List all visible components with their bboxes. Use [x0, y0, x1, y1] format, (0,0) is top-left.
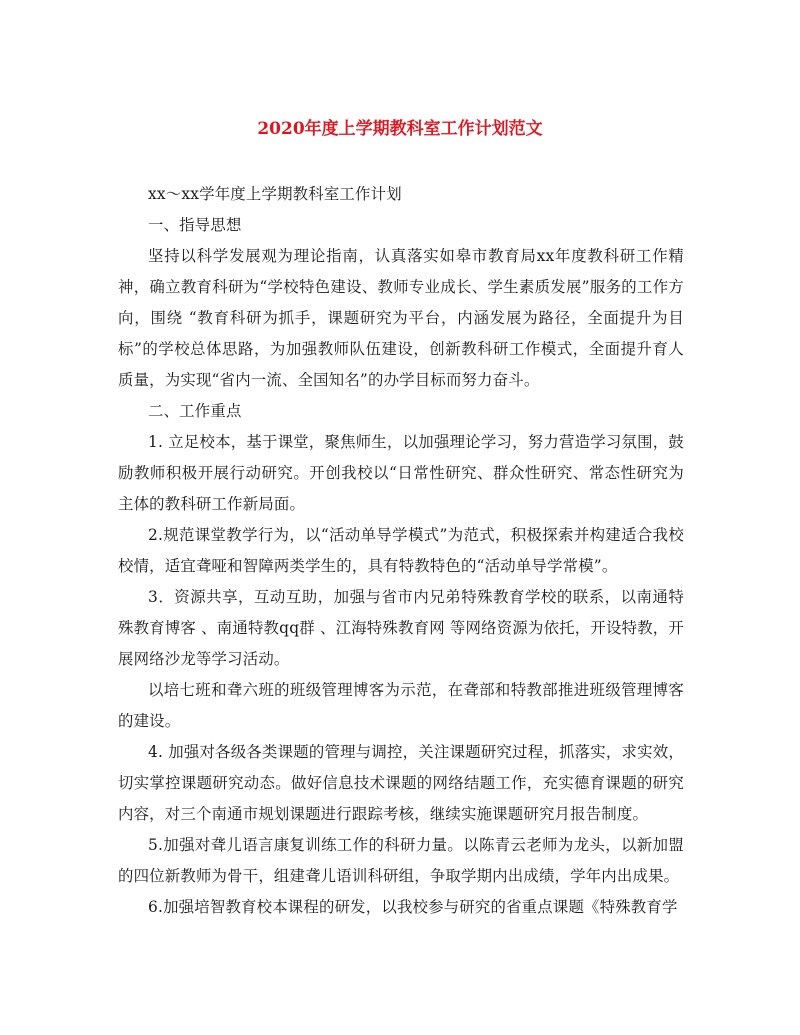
paragraph-item-3: 3．资源共享，互动互助，加强与省市内兄弟特殊教育学校的联系，以南通特殊教育博客 、南通特教qq群 、江海特殊教育网 等网络资源为依托，开设特教，开展网络沙龙等学习活动。 — [118, 588, 684, 668]
paragraph-item-2: 2.规范课堂教学行为，以“活动单导学模式”为范式，积极探索并构建适合我校校情，适宜聋哑和智障两类学生的，具有特教特色的“活动单导学常模”。 — [118, 526, 684, 575]
section-heading-guiding-thought: 一、指导思想 — [148, 216, 242, 234]
paragraph-item-1: 1. 立足校本，基于课堂，聚焦师生，以加强理论学习，努力营造学习氛围，鼓励教师积极开展行动研究。开创我校以“日常性研究、群众性研究、常态性研究为主体的教科研工作新局面。 — [118, 433, 684, 513]
paragraph-item-4: 4. 加强对各级各类课题的管理与调控，关注课题研究过程，抓落实，求实效，切实掌控课题研究动态。做好信息技术课题的网络结题工作，充实德育课题的研究内容，对三个南通市规划课题进行跟踪考核，继续实施课题研究月报告制度。 — [118, 743, 684, 823]
plan-heading: xx～xx学年度上学期教科室工作计划 — [148, 185, 402, 203]
document-body — [118, 179, 684, 923]
paragraph-item-6: 6.加强培智教育校本课程的研发，以我校参与研究的省重点课题《特殊教育学 — [148, 898, 678, 916]
paragraph-guiding-thought: 坚持以科学发展观为理论指南，认真落实如皋市教育局xx年度教科研工作精神，确立教育科研为“学校特色建设、教师专业成长、学生素质发展”服务的工作方向，围绕 “教育科研为抓手，课题研究为平台，内涵发展为路径，全面提升为目标”的学校总体思路，为加强教师队伍建设，创新教科研工作模式，全面提升育人质量，为实现“省内一流、全国知名”的办学目标而努力奋斗。 — [118, 247, 684, 389]
paragraph-item-5: 5.加强对聋儿语言康复训练工作的科研力量。以陈青云老师为龙头，以新加盟的四位新教师为骨干，组建聋儿语训科研组，争取学期内出成绩，学年内出成果。 — [118, 836, 684, 885]
section-heading-work-focus: 二、工作重点 — [148, 402, 242, 420]
paragraph-blog-demo: 以培七班和聋六班的班级管理博客为示范，在聋部和特教部推进班级管理博客的建设。 — [118, 681, 684, 730]
document-title: 2020年度上学期教科室工作计划范文 — [257, 119, 543, 139]
